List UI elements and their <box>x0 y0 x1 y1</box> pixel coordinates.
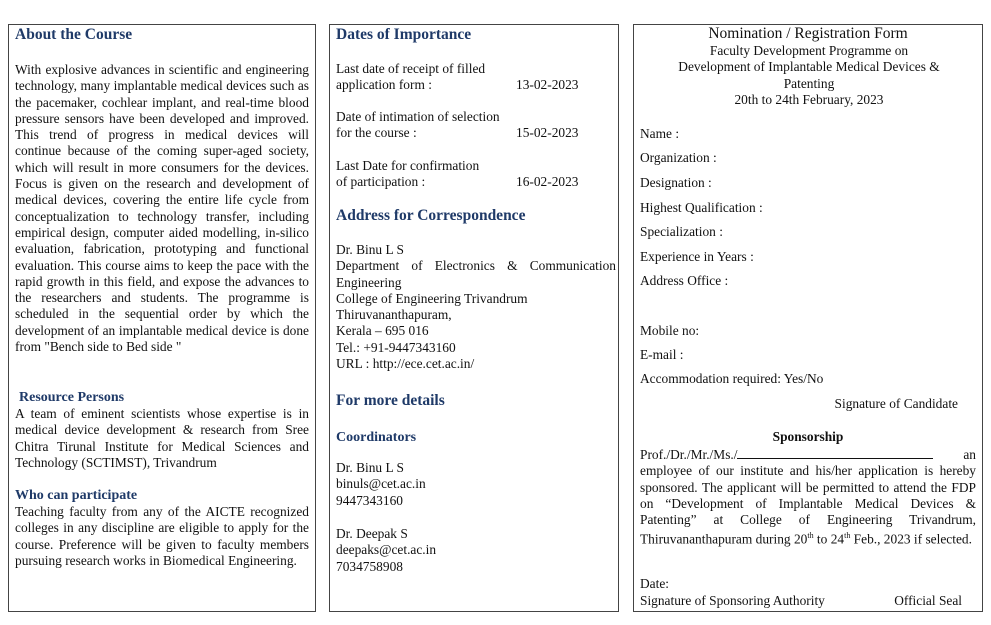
sponsor-sup-2: th <box>844 531 851 541</box>
date-item-line1: Last date of receipt of filled <box>336 61 486 76</box>
date-item-line2: for the course : <box>336 125 417 141</box>
sponsor-text <box>640 463 976 548</box>
sponsor-name-blank <box>737 446 933 459</box>
about-panel <box>8 24 316 612</box>
form-subtitle-3: 20th to 24th February, 2023 <box>734 91 884 107</box>
date-item-value: 15-02-2023 <box>516 125 579 140</box>
dates-heading: Dates of Importance <box>336 26 472 43</box>
address-name: Dr. Binu L S <box>336 242 404 257</box>
date-item-line2: application form : <box>336 77 432 93</box>
coordinator-email: binuls@cet.ac.in <box>336 476 426 492</box>
signature-sponsoring-authority: Signature of Sponsoring Authority <box>640 593 825 608</box>
field-address-office: Address Office : <box>640 273 729 288</box>
coordinator-phone: 9447343160 <box>336 492 403 508</box>
coordinator-card <box>336 526 436 575</box>
coordinator-name: Dr. Binu L S <box>336 460 404 475</box>
field-organization: Organization : <box>640 150 717 165</box>
field-experience: Experience in Years : <box>640 249 754 264</box>
sponsor-text-a: employee of our institute and his/her application is hereby sponsored. The applicant will be permitted to attend the FDP on “Development of Implantable Medical Devices & Patenting” at College of Engineering Trivandrum, Thiruvananthapuram during 20 <box>640 463 976 547</box>
sponsorship-body <box>640 446 976 548</box>
field-mobile: Mobile no: <box>640 323 700 338</box>
sponsor-sup-1: th <box>807 531 814 541</box>
about-body: With explosive advances in scientific and engineering technology, many implantable medical devices such as the pacemaker, cochlear implant, and real-time blood pressure sensors have been developed and improved. This trend of progress in medical devices will continue because of the coming super-aged society, which will result in more consumers for the devices. Focus is given on the research and development of medical devices, covering the entire life cycle from conceptualization to technology transfer, including empirical design, computer aided modelling, in-silico evaluation, fabrication, prototyping and functional evaluation. This course aims to keep the pace with the rapid growth in this field, and expose the advances to the researchers and students. The programme is scheduled in the sequential order by which the development of an implantable medical device is done from "Bench side to Bed side " <box>15 62 309 355</box>
sponsor-text-c: Feb., 2023 if selected. <box>850 531 972 547</box>
details-heading: For more details <box>336 392 445 409</box>
date-item-line1: Last Date for confirmation <box>336 158 480 173</box>
coordinator-name: Dr. Deepak S <box>336 526 408 541</box>
coordinator-card <box>336 460 426 509</box>
address-heading: Address for Correspondence <box>336 207 526 224</box>
address-college: College of Engineering Trivandrum <box>336 290 528 306</box>
about-heading: About the Course <box>15 26 133 43</box>
address-state: Kerala – 695 016 <box>336 323 429 339</box>
date-item-value: 13-02-2023 <box>516 77 579 92</box>
who-body: Teaching faculty from any of the AICTE recognized colleges in any discipline are eligible to apply for the course. Preference will be given to faculty members pursuing research works in Biomedical Engineering. <box>15 504 309 568</box>
sponsor-name-line <box>640 446 976 463</box>
field-specialization: Specialization : <box>640 224 723 239</box>
coordinators-heading: Coordinators <box>336 430 417 445</box>
field-designation: Designation : <box>640 175 712 190</box>
field-email: E-mail : <box>640 347 684 362</box>
field-qualification: Highest Qualification : <box>640 200 763 215</box>
address-dept: Department of Electronics & Communication Engineering <box>336 258 616 290</box>
date-item-value: 16-02-2023 <box>516 174 579 189</box>
field-name: Name : <box>640 126 680 141</box>
sponsor-date-label: Date: <box>640 576 669 591</box>
form-subtitle-1: Faculty Development Programme on <box>709 43 909 58</box>
field-accommodation: Accommodation required: Yes/No <box>640 371 824 386</box>
address-url: URL : http://ece.cet.ac.in/ <box>336 356 475 372</box>
address-block <box>336 242 616 372</box>
official-seal-label: Official Seal <box>894 593 962 608</box>
form-subtitle <box>654 43 964 108</box>
date-item <box>336 61 586 94</box>
sponsorship-heading: Sponsorship <box>772 429 844 444</box>
sponsor-text-b: to 24 <box>813 531 845 547</box>
date-item-line1: Date of intimation of selection <box>336 109 500 124</box>
resource-heading: Resource Persons <box>19 390 125 405</box>
signature-candidate: Signature of Candidate <box>834 396 958 411</box>
date-item <box>336 158 586 191</box>
coordinator-phone: 7034758908 <box>336 558 403 574</box>
date-item-line2: of participation : <box>336 174 426 190</box>
who-heading: Who can participate <box>15 488 138 503</box>
sponsor-prefix: Prof./Dr./Mr./Ms./ <box>640 447 738 462</box>
form-subtitle-2: Development of Implantable Medical Devices & Patenting <box>678 59 940 91</box>
sponsor-suffix: an <box>963 447 976 462</box>
resource-body: A team of eminent scientists whose expertise is in medical device development & research from Sree Chitra Tirunal Institute for Medical Sciences and Technology (SCTIMST), Trivandrum <box>15 406 309 470</box>
address-tel: Tel.: +91-9447343160 <box>336 339 456 355</box>
registration-form-panel <box>633 24 983 612</box>
coordinator-email: deepaks@cet.ac.in <box>336 542 437 558</box>
form-title: Nomination / Registration Form <box>708 25 908 42</box>
date-item <box>336 109 586 142</box>
address-city: Thiruvananthapuram, <box>336 307 452 323</box>
dates-panel <box>329 24 619 612</box>
